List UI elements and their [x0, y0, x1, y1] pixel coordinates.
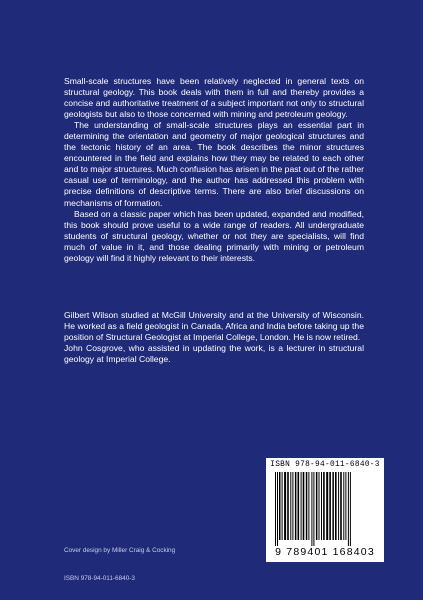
description-paragraph: The understanding of small-scale structures plays an essential part in determining the orientation and geometry of major geological structures and the tectonic history of an area. The book describes the minor structures encountered in the field and explains how they may be related to each other and to major structures. Much confusion has arisen in the past out of the rather casual use of terminology, and the author has addressed this problem with precise definitions of descriptive terms. There are also brief discussions on mechanisms of formation.	[64, 120, 364, 208]
book-description	[64, 76, 364, 264]
cover-design-credit: Cover design by Miller Craig & Cocking	[64, 547, 176, 554]
barcode-isbn-label: ISBN 978-94-011-6840-3	[270, 461, 380, 469]
barcode-bars	[275, 472, 375, 546]
author-paragraph: John Cosgrove, who assisted in updating the work, is a lecturer in structural geology at Imperial College.	[64, 343, 364, 365]
author-biography	[64, 310, 364, 365]
author-paragraph: Gilbert Wilson studied at McGill University and at the University of Wisconsin. He worked as a field geologist in Canada, Africa and India before taking up the position of Structural Geologist at Imperial College, London. He is now retired.	[64, 310, 364, 343]
footer-isbn: ISBN 978-94-011-6840-3	[64, 575, 135, 582]
description-paragraph: Based on a classic paper which has been updated, expanded and modified, this book should prove useful to a wide range of readers. All undergraduate students of structural geology, whether or not they are specialists, will find much of value in it, and those dealing primarily with mining or petroleum geology will find it highly relevant to their interests.	[64, 208, 364, 263]
description-paragraph: Small-scale structures have been relatively neglected in general texts on structural geology. This book deals with them in full and thereby provides a concise and authoritative treatment of a subject important not only to structural geologists but also to those concerned with mining and petroleum geology.	[64, 76, 364, 120]
barcode-digits: 9 789401 168403	[275, 546, 375, 558]
isbn-barcode	[266, 458, 384, 562]
